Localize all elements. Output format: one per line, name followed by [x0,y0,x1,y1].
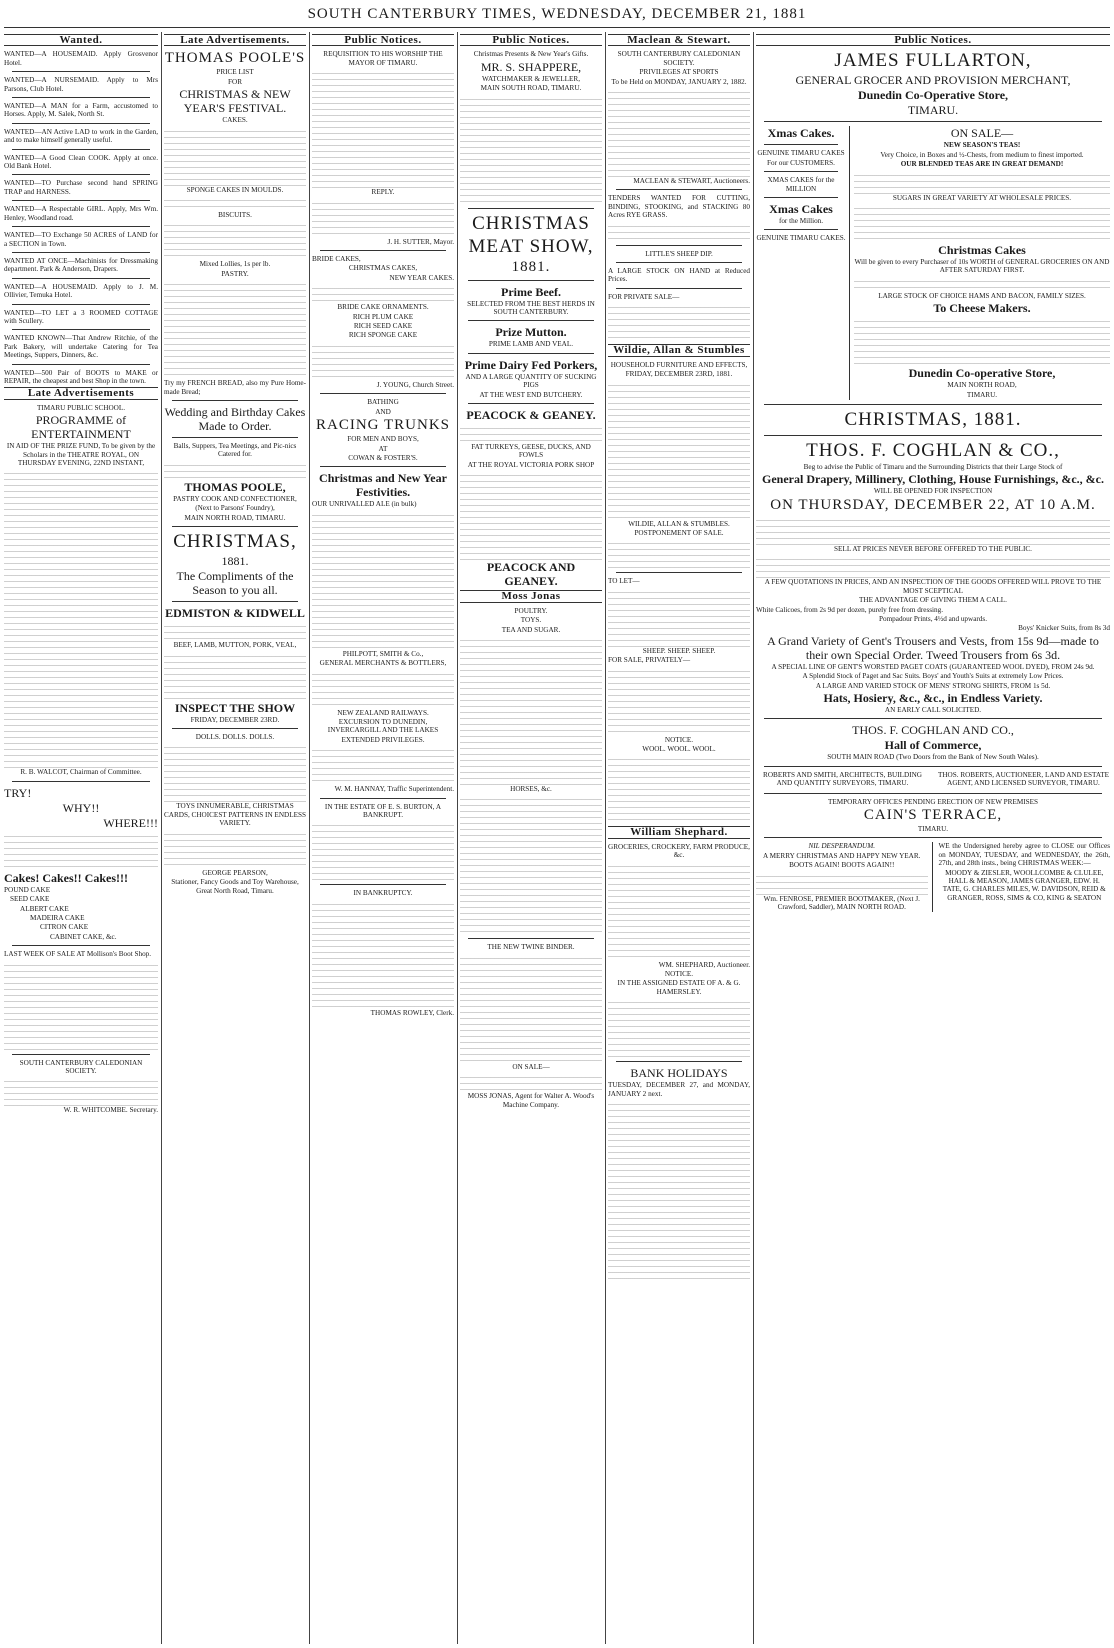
price-list-lines [164,126,306,186]
ad-heading: TOYS. [520,616,542,625]
ad-heading: TIMARU PUBLIC SCHOOL. [36,403,126,412]
ad-heading: PHILPOTT, SMITH & Co., [342,649,424,658]
ad-heading: ON SALE— [950,126,1014,141]
ad-heading: JAMES FULLARTON, [834,50,1032,72]
ad-heading: HOUSEHOLD FURNITURE AND EFFECTS, [610,360,748,369]
body-text-lines [4,831,158,871]
ad-heading: Hats, Hosiery, &c., &c., in Endless Variety. [823,690,1043,705]
body-text-lines [312,283,454,303]
ad-text: AT THE WEST END BUTCHERY. [479,390,583,399]
body-text-lines [608,538,750,568]
ad-signature: R. B. WALCOT, Chairman of Committee. [20,768,142,777]
ad-text: TENDERS WANTED FOR CUTTING, BINDING, STOOKING, and STACKING 80 Acres RYE GRASS. [608,194,750,220]
ad-text: The Compliments of the Season to you all. [176,569,294,598]
body-text-lines [312,899,454,1009]
fenrose-ad [756,842,933,912]
ad-heading: PASTRY. [221,269,249,278]
ad-heading: IN BANKRUPTCY. [353,889,413,898]
ad-text: FOR MEN AND BOYS, [347,435,419,444]
body-text-lines [608,1099,750,1279]
ad-text: WANTED—A NURSEMAID. Apply to Mrs Parsons, Club Hotel. [4,76,158,93]
ad-heading: CHRISTMAS [472,212,590,234]
ad-signature: WM. SHEPHARD, Auctioneer. [658,960,750,969]
ad-text: SEED CAKE [10,895,50,904]
ad-text: FOR [228,77,242,86]
ad-heading: General Drapery, Millinery, Clothing, House Furnishings, &c., &c. [762,472,1104,487]
ad-text: RICH SEED CAKE [353,322,413,331]
ad-text: WATCHMAKER & JEWELLER, [481,74,581,83]
section-heading: Late Advertisements. [164,34,306,46]
ad-heading: IN THE ASSIGNED ESTATE OF A. & G. HAMERSLEY. [617,979,741,996]
ad-heading: Dunedin Co-Operative Store, [857,88,1009,103]
ad-heading: INSPECT THE SHOW [174,700,296,715]
body-text-lines [164,460,306,480]
ad-text: EXCURSION TO DUNEDIN, INVERCARGILL AND THE LAKES [327,717,439,735]
ad-heading: NOTICE. [664,969,694,978]
ad-text: PRIME LAMB AND VEAL. [488,340,574,349]
section-heading: Maclean & Stewart. [608,34,750,46]
body-text-lines [312,198,454,238]
ad-text: WANTED—TO Exchange 50 ACRES of LAND for a SECTION in Town. [4,231,158,248]
body-text-lines [756,871,928,895]
ad-heading: 1881. [221,554,249,569]
body-text-lines [460,1072,602,1092]
column-divider [605,32,606,1644]
ad-text: EXTENDED PRIVILEGES. [341,735,425,744]
ad-text: A LARGE AND VARIED STOCK OF MENS' STRONG SHIRTS, FROM 1s 5d. [815,681,1051,690]
ad-text: for the Million. [778,217,824,226]
ad-heading: CAKES. [222,116,248,125]
bottom-ads-row [756,842,1110,912]
ad-heading: HORSES, &c. [510,784,552,793]
ad-text: AND [375,407,391,416]
body-text-lines [312,669,454,709]
column-divider [161,32,162,1644]
ad-heading: TRY! [4,785,32,800]
ad-text: (Next to Parsons' Foundry), [195,504,275,513]
ad-heading: WHERE!!! [103,815,158,830]
ad-heading: REQUISITION TO HIS WORSHIP THE MAYOR OF TIMARU. [323,50,443,67]
body-text-lines [312,341,454,381]
column-auctions [608,32,750,1644]
ad-text: WANTED—A Good Clean COOK. Apply at once. Old Bank Hotel. [4,153,158,171]
ad-text: Try my FRENCH BREAD, also my Pure Home-made Bread; [164,379,306,396]
architects-row [756,771,1110,789]
ad-signature: J. YOUNG, Church Street. [376,380,454,389]
ad-text: ROBERTS AND SMITH, ARCHITECTS, BUILDING AND QUANTITY SURVEYORS, TIMARU. [763,770,922,788]
ad-text: ALBERT CAKE [20,904,69,913]
ad-text: THOS. ROBERTS, AUCTIONEER, LAND AND ESTATE AGENT, AND LICENSED SURVEYOR, TIMARU. [937,770,1110,788]
body-text-lines [608,861,750,961]
ad-text: A LARGE STOCK ON HAND at Reduced Prices. [608,267,750,284]
price-list-lines [164,220,306,260]
body-text-lines [854,203,1110,243]
ad-text: AN EARLY CALL SOLICITED. [884,705,982,714]
ad-heading: PRICE LIST [216,68,254,77]
ad-text: AT [378,444,388,453]
ad-text: A FEW QUOTATIONS IN PRICES, AND AN INSPECTION OF THE GOODS OFFERED WILL PROVE TO THE MOST SCEPTICAL [764,578,1102,595]
ad-heading: LITTLE'S SHEEP DIP. [645,249,713,258]
ad-text: RICH SPONGE CAKE [348,331,418,340]
ad-text: FOR SALE, PRIVATELY— [608,656,691,665]
ad-text: A MERRY CHRISTMAS AND HAPPY NEW YEAR. [763,851,921,860]
ad-text: TUESDAY, DECEMBER 27, and MONDAY, JANUARY 2 next. [608,1081,750,1098]
section-heading: William Shephard. [608,826,750,838]
ad-text: XMAS CAKES for the MILLION [767,176,835,193]
body-text-lines [608,997,750,1057]
ad-text: ON SALE— [512,1062,550,1071]
ad-text: GENUINE TIMARU CAKES. [756,234,846,243]
body-text-lines [756,515,1110,545]
ad-text: IN AID OF THE PRIZE FUND, To be given by the Scholars in the THEATRE ROYAL, ON THURSDAY EVENING, 22ND INSTANT, [6,442,156,467]
ad-heading: MR. S. SHAPPERE, [480,59,582,74]
ad-heading: MEAT SHOW, [468,235,594,257]
ad-heading: SPONGE CAKES IN MOULDS. [186,185,284,194]
ad-signature: W. M. HANNAY, Traffic Superintendent. [334,785,454,794]
ad-heading: Cakes! Cakes!! Cakes!!! [4,870,128,885]
ad-heading: GENERAL GROCER AND PROVISION MERCHANT, [795,73,1071,88]
ad-text: LARGE STOCK OF CHOICE HAMS AND BACON, FAMILY SIZES. [878,291,1086,300]
ad-text: WANTED—TO LET a 3 ROOMED COTTAGE with Scullery. [4,308,158,325]
ad-heading: PEACOCK & GEANEY. [466,408,596,423]
ad-text: TIMARU. [907,103,959,118]
column-public-notices-wide [756,32,1110,1644]
body-text-lines [312,820,454,880]
ad-heading: COWAN & FOSTER'S. [348,453,418,462]
section-heading: Wanted. [4,34,158,46]
ad-text: RICH PLUM CAKE [352,312,414,321]
fullarton-ad-body [756,126,1110,400]
ad-heading: To Cheese Makers. [933,301,1031,316]
ad-heading: THOMAS POOLE'S [164,50,306,67]
ad-heading: WOOL. WOOL. WOOL. [642,744,716,753]
body-text-lines [460,94,602,204]
ad-text: TIMARU. [917,824,949,833]
ad-heading: PEACOCK AND GEANEY. [486,560,576,589]
masthead-rule [4,27,1110,28]
column-public-notices-2 [460,32,602,1644]
ad-signature: Wm. FENROSE, PREMIER BOOTMAKER, (Next J. Crawford, Saddler), MAIN NORTH ROAD. [763,894,920,911]
body-text-lines [164,829,306,869]
ad-text: WANTED—AN Active LAD to work in the Garden, and to make himself generally useful. [4,127,158,145]
body-text-lines [608,754,750,824]
ad-heading: BRIDE CAKES, [312,255,361,264]
ad-text: For our CUSTOMERS. [767,158,835,167]
ad-heading: Prime Beef. [501,284,561,299]
body-text-lines [854,170,1110,194]
ad-heading: Christmas and New Year Festivities. [319,471,447,500]
body-text-lines [4,468,158,768]
ad-signature: WILDIE, ALLAN & STUMBLES. [628,519,730,528]
ad-text: FRIDAY, DECEMBER 23RD. [190,715,280,724]
ad-heading: CHRISTMAS, [173,531,297,553]
ad-heading: CAIN'S TERRACE, [863,806,1003,823]
ad-text: Great North Road, Timaru. [196,887,274,896]
ad-heading: OUR BLENDED TEAS ARE IN GREAT DEMAND! [900,160,1064,169]
ad-heading: CHRISTMAS, 1881. [844,409,1022,431]
ad-text: Mixed Lollies, 1s per lb. [199,260,271,269]
ad-heading: Dunedin Co-operative Store, [908,366,1056,381]
ad-text: Boys' Knicker Suits, from 8s 3d [1018,624,1110,633]
section-heading: Moss Jonas [460,590,602,602]
ad-heading: NEW YEAR CAKES. [389,273,454,282]
ad-text: OUR UNRIVALLED ALE (in bulk) [312,500,417,509]
section-heading: Public Notices. [460,34,602,46]
ad-heading: ON THURSDAY, DECEMBER 22, AT 10 A.M. [770,496,1096,513]
ad-signature: MOSS JONAS, Agent for Walter A. Wood's Machine Company. [467,1092,595,1109]
ad-signature: THOMAS ROWLEY, Clerk. [370,1008,454,1017]
ad-heading: WHY!! [62,800,100,815]
masthead [0,0,1114,28]
body-text-lines [4,1076,158,1106]
ad-text: TEMPORARY OFFICES PENDING ERECTION OF NEW PREMISES [827,797,1039,806]
ad-text: GEORGE PEARSON, [202,868,268,877]
ad-text: A Splendid Stock of Paget and Sac Suits. Boys' and Youth's Suits at extremely Low Prices. [802,672,1064,681]
price-list-lines [164,279,306,379]
ad-text: Pompadour Prints, 4½d and upwards. [878,614,987,623]
body-text-lines [312,68,454,188]
ad-text: MOODY & ZIESLER, WOOLLCOMBE & CLULEE, HALL & MEASON, JAMES GRANGER, EDW. H. TATE, G. CHARLES MILES, W. DAVIDSON, REID & GRANGER, ROSS, SIMS & CO, KING & SEATON [942,868,1106,902]
cakes-sidebar [756,126,850,400]
ad-heading: NEW SEASON'S TEAS! [943,141,1021,150]
ad-heading: THOS. F. COGHLAN & CO., [806,440,1060,462]
ad-heading: TEA AND SUGAR. [501,625,561,634]
ad-text: SELL AT PRICES NEVER BEFORE OFFERED TO THE PUBLIC. [834,544,1032,553]
body-text-lines [312,745,454,785]
body-text-lines [4,960,158,1050]
ad-text: FRIDAY, DECEMBER 23RD, 1881. [625,370,733,379]
ad-heading: IN THE ESTATE OF E. S. BURTON, A BANKRUPT. [324,802,442,819]
ad-heading: Xmas Cakes [769,202,833,217]
ad-text: LAST WEEK OF SALE AT Mollison's Boot Shop. [4,950,152,959]
ad-heading: NIL DESPERANDUM. [808,842,876,851]
ad-text: WANTED—A HOUSEMAID. Apply to J. M. Ollivier, Temuka Hotel. [4,282,158,300]
body-text-lines [312,510,454,650]
section-heading: Public Notices. [756,34,1110,46]
ad-heading: CHRISTMAS & NEW YEAR'S FESTIVAL. [179,87,291,116]
body-text-lines [164,621,306,641]
ad-heading: Prize Mutton. [495,325,567,340]
ad-text: CABINET CAKE, &c. [50,932,117,941]
ad-text: To be Held on MONDAY, JANUARY 2, 1882. [611,77,747,86]
body-text-lines [164,651,306,701]
section-heading: Late Advertisements [4,387,158,399]
ad-heading: NEW ZEALAND RAILWAYS. [337,708,429,717]
ad-text: THE ADVANTAGE OF GIVING THEM A CALL. [859,596,1007,605]
ad-signature: MACLEAN & STEWART, Auctioneers. [633,177,750,186]
body-text-lines [460,794,602,934]
section-heading: Wildie, Allan & Stumbles [608,344,750,356]
ad-heading: THOS. F. COGHLAN AND CO., [852,723,1014,738]
ad-heading: THOMAS POOLE, [184,479,286,494]
ad-heading: Xmas Cakes. [767,126,835,141]
ad-heading: SUGARS IN GREAT VARIETY AT WHOLESALE PRICES. [892,193,1072,202]
ad-signature: W. R. WHITCOMBE. Secretary. [63,1106,158,1115]
ad-text: Very Choice, in Boxes and ½-Chests, from medium to finest imported. [880,150,1084,159]
ad-heading: SOUTH CANTERBURY CALEDONIAN SOCIETY. [19,1058,143,1076]
ad-text: AND A LARGE QUANTITY OF SUCKING PIGS [465,372,597,390]
body-text-lines [460,423,602,443]
ad-text: CITRON CAKE [40,923,89,932]
ad-text: GENERAL MERCHANTS & BOTTLERS, [319,659,447,668]
body-text-lines [608,302,750,342]
ad-text: FOR PRIVATE SALE— [608,292,680,301]
column-public-notices-1 [312,32,454,1644]
ad-heading: POSTPONEMENT OF SALE. [634,528,724,537]
ad-text: AT THE ROYAL VICTORIA PORK SHOP [467,460,595,469]
ad-text: WANTED—500 Pair of BOOTS to MAKE or REPAIR, the cheapest and best Shop in the town. [4,368,158,385]
column-divider [457,32,458,1644]
section-heading: Public Notices. [312,34,454,46]
ad-text: WANTED AT ONCE—Machinists for Dressmaking department. Park & Anderson, Drapers. [4,256,158,274]
column-divider [309,32,310,1644]
ad-text: MAIN NORTH ROAD, TIMARU. [184,513,286,522]
ad-text: TO LET— [608,577,640,586]
ad-text: A SPECIAL LINE OF GENT'S WORSTED PAGET COATS (GUARANTEED WOOL DYED), FROM 24s 9d. [771,662,1095,671]
ad-text: TOYS INNUMERABLE, CHRISTMAS CARDS, CHOICEST PATTERNS IN ENDLESS VARIETY. [164,802,306,828]
ad-text: BRIDE CAKE ORNAMENTS. [337,303,429,312]
masthead-title: SOUTH CANTERBURY TIMES, WEDNESDAY, DECEMBER 21, 1881 [307,6,807,22]
ad-text: MADEIRA CAKE [30,914,85,923]
ad-text: Stationer, Fancy Goods and Toy Warehouse, [171,877,299,886]
ad-text: Balls, Suppers, Tea Meetings, and Pic-nics Catered for. [173,442,297,459]
ad-heading: DOLLS. DOLLS. DOLLS. [195,732,275,741]
ad-heading: SOUTH CANTERBURY CALEDONIAN SOCIETY. [617,50,741,67]
ad-text: FAT TURKEYS, GEESE, DUCKS, AND FOWLS [471,443,591,460]
ad-text: Beg to advise the Public of Timaru and the Surrounding Districts that their Large Stock of [803,463,1063,472]
ad-text: BEEF, LAMB, MUTTON, PORK, VEAL, [173,641,297,650]
ad-text: BOOTS AGAIN! BOOTS AGAIN!! [789,861,895,870]
ad-text: TIMARU. [966,390,998,399]
ad-text: WANTED KNOWN—That Andrew Ritchie, of the Park Bakery, will undertake Catering for Tea Meetings, Suppers, Dinners, &c. [4,334,158,360]
grocery-list [850,126,1110,400]
price-list-lines [164,195,306,211]
ad-heading: BANK HOLIDAYS [630,1066,728,1081]
ad-heading: NOTICE. [664,735,694,744]
body-text-lines [854,316,1110,366]
ad-heading: Christmas Cakes [938,243,1026,258]
ad-signature: J. H. SUTTER, Mayor. [387,237,454,246]
closing-notice [939,842,1111,912]
ad-text: POUND CAKE [4,885,51,894]
ad-heading: GROCERIES, CROCKERY, FARM PRODUCE, &c. [608,842,750,860]
ad-text: SELECTED FROM THE BEST HERDS IN SOUTH CANTERBURY. [467,299,595,317]
ad-heading: 1881. [511,258,551,275]
ad-text: MAIN NORTH ROAD, [947,381,1017,390]
ad-heading: POULTRY. [514,606,548,615]
ad-heading: PRIVILEGES AT SPORTS [639,68,719,77]
ad-text: WE the Undersigned hereby agree to CLOSE our Offices on MONDAY, TUESDAY, and WEDNESDAY, the 26th, 27th, and 28th insts., being CHRISTMAS WEEK:— [938,842,1110,868]
ad-heading: RACING TRUNKS [316,417,450,434]
ad-heading: SHEEP. SHEEP. SHEEP. [642,646,716,655]
ad-text: WANTED—A Respectable GIRL. Apply, Mrs Wm. Henley, Woodland road. [4,205,158,222]
body-text-lines [756,554,1110,578]
ad-text: WANTED—A HOUSEMAID. Apply Grosvenor Hotel. [4,50,158,67]
ad-heading: Christmas Presents & New Year's Gifts. [473,50,589,59]
body-text-lines [608,587,750,647]
ad-text: White Calicoes, from 2s 9d per dozen, purely free from dressing. [756,605,944,614]
ad-text: GENUINE TIMARU CAKES [757,149,845,158]
ad-text: WILL BE OPENED FOR INSPECTION [873,487,993,496]
ad-heading: Hall of Commerce, [884,738,982,753]
body-text-lines [608,87,750,177]
ad-text: SOUTH MAIN ROAD (Two Doors from the Bank of New South Wales). [827,753,1039,762]
body-text-lines [608,221,750,241]
ad-heading: REPLY. [371,188,395,197]
ad-heading: THE NEW TWINE BINDER. [487,943,575,952]
ad-heading: EDMISTON & KIDWELL [165,606,305,621]
ad-text: MAIN SOUTH ROAD, TIMARU. [480,84,582,93]
body-text-lines [460,635,602,785]
ad-heading: BATHING [367,398,399,407]
ad-heading: CHRISTMAS CAKES, [348,264,418,273]
ad-text: Will be given to every Purchaser of 10s WORTH of GENERAL GROCERIES ON AND AFTER SATURDAY FIRST. [854,258,1110,275]
column-late-ads [164,32,306,1644]
ad-heading: BISCUITS. [218,211,252,220]
body-text-lines [164,742,306,802]
column-wanted [4,32,158,1644]
ad-heading: Prime Dairy Fed Porkers, [464,357,598,372]
ad-text: A Grand Variety of Gent's Trousers and Vests, from 15s 9d—made to their own Special Order. Tweed Trousers from 6s 3d. [767,633,1099,662]
body-text-lines [854,276,1110,292]
ad-heading: Wedding and Birthday Cakes Made to Order. [164,405,306,434]
body-text-lines [608,666,750,736]
body-text-lines [608,380,750,520]
ad-text: WANTED—A MAN for a Farm, accustomed to Horses. Apply, M. Salek, North St. [4,102,158,119]
ad-text: WANTED—TO Purchase second hand SPRING TRAP and HARNESS. [4,179,158,196]
body-text-lines [460,953,602,1063]
body-text-lines [460,470,602,560]
ad-text: PASTRY COOK AND CONFECTIONER, [173,494,297,503]
column-divider [753,32,754,1644]
ad-heading: PROGRAMME of ENTERTAINMENT [31,413,131,442]
